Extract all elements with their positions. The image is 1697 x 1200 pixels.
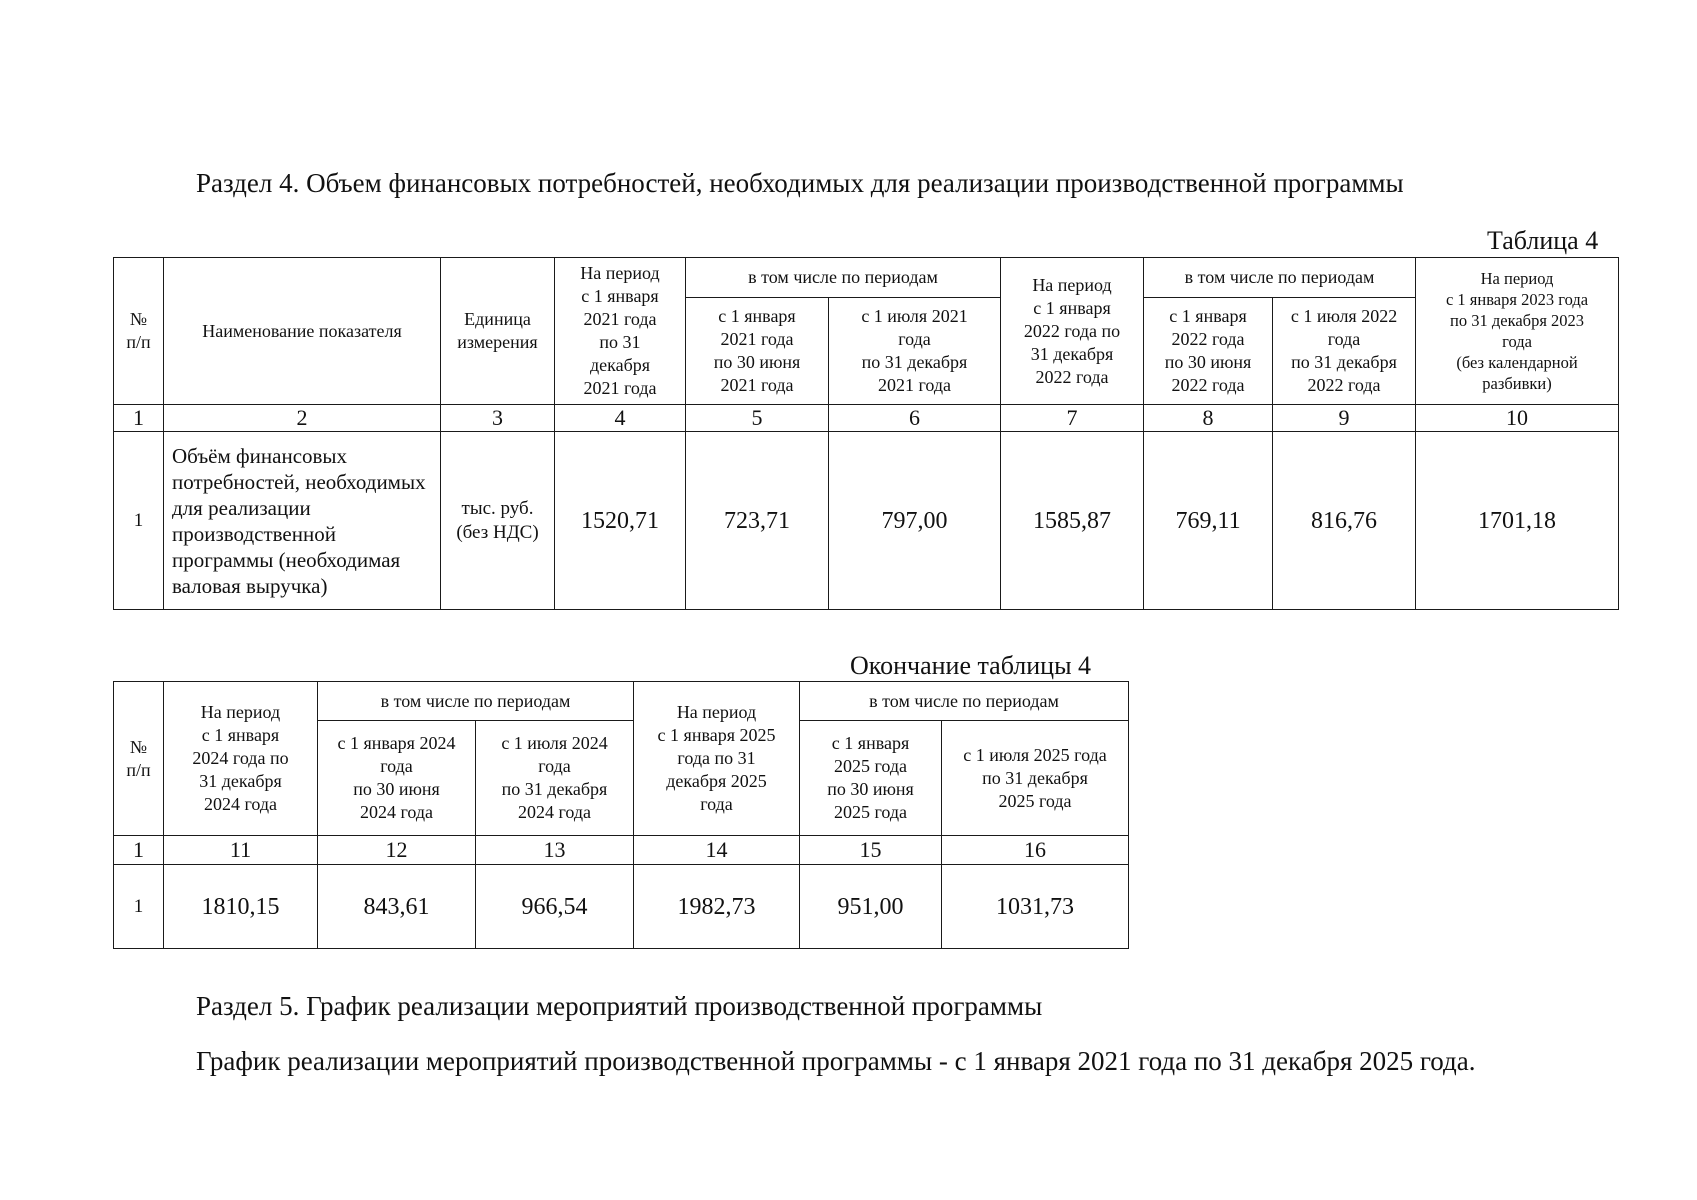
header-incl-periods-2024: в том числе по периодам <box>318 682 634 721</box>
column-numbers-row <box>114 405 1619 432</box>
value-h2-2021: 797,00 <box>829 432 1001 610</box>
col-number: 15 <box>800 836 942 865</box>
value-h1-2021: 723,71 <box>686 432 829 610</box>
row-number: 1 <box>114 432 164 610</box>
value-period-2024: 1810,15 <box>164 865 318 949</box>
value-period-2025: 1982,73 <box>634 865 800 949</box>
unit-cell: тыс. руб. (без НДС) <box>441 432 555 610</box>
header-h1-2025: с 1 января 2025 года по 30 июня 2025 года <box>800 721 942 836</box>
header-num: № п/п <box>114 258 164 405</box>
header-name: Наименование показателя <box>164 258 441 405</box>
header-period-2024: На период с 1 января 2024 года по 31 декабря 2024 года <box>164 682 318 836</box>
col-number: 1 <box>114 405 164 432</box>
header-h1-2021: с 1 января 2021 года по 30 июня 2021 года <box>686 298 829 405</box>
col-number: 10 <box>1416 405 1619 432</box>
table-4 <box>113 257 1619 610</box>
header-h2-2022: с 1 июля 2022 года по 31 декабря 2022 года <box>1273 298 1416 405</box>
col-number: 6 <box>829 405 1001 432</box>
col-number: 9 <box>1273 405 1416 432</box>
col-number: 13 <box>476 836 634 865</box>
col-number: 1 <box>114 836 164 865</box>
header-period-2025: На период с 1 января 2025 года по 31 декабря 2025 года <box>634 682 800 836</box>
header-h2-2025: с 1 июля 2025 года по 31 декабря 2025 года <box>942 721 1129 836</box>
value-h1-2024: 843,61 <box>318 865 476 949</box>
row-number: 1 <box>114 865 164 949</box>
header-period-2021: На период с 1 января 2021 года по 31 декабря 2021 года <box>555 258 686 405</box>
value-period-2023: 1701,18 <box>1416 432 1619 610</box>
table-4-end <box>113 681 1129 949</box>
value-period-2021: 1520,71 <box>555 432 686 610</box>
col-number: 5 <box>686 405 829 432</box>
header-period-2023: На период с 1 января 2023 года по 31 декабря 2023 года (без календарной разбивки) <box>1416 258 1619 405</box>
header-incl-periods-2025: в том числе по периодам <box>800 682 1129 721</box>
col-number: 16 <box>942 836 1129 865</box>
col-number: 7 <box>1001 405 1144 432</box>
col-number: 8 <box>1144 405 1273 432</box>
table-row <box>114 432 1619 610</box>
header-h2-2021: с 1 июля 2021 года по 31 декабря 2021 года <box>829 298 1001 405</box>
header-incl-periods-2021: в том числе по периодам <box>686 258 1001 298</box>
col-number: 3 <box>441 405 555 432</box>
header-h1-2024: с 1 января 2024 года по 30 июня 2024 года <box>318 721 476 836</box>
value-period-2022: 1585,87 <box>1001 432 1144 610</box>
header-h2-2024: с 1 июля 2024 года по 31 декабря 2024 года <box>476 721 634 836</box>
col-number: 12 <box>318 836 476 865</box>
table-4-caption: Таблица 4 <box>1487 226 1599 255</box>
section-5-text: График реализации мероприятий производственной программы - с 1 января 2021 года по 31 декабря 2025 года. <box>196 1046 1476 1076</box>
section-4-title: Раздел 4. Объем финансовых потребностей, необходимых для реализации производственной программы <box>196 168 1404 198</box>
table-row <box>114 865 1129 949</box>
value-h2-2024: 966,54 <box>476 865 634 949</box>
col-number: 4 <box>555 405 686 432</box>
table-4-end-caption: Окончание таблицы 4 <box>850 651 1092 680</box>
col-number: 2 <box>164 405 441 432</box>
value-h2-2025: 1031,73 <box>942 865 1129 949</box>
header-num: № п/п <box>114 682 164 836</box>
header-period-2022: На период с 1 января 2022 года по 31 декабря 2022 года <box>1001 258 1144 405</box>
header-incl-periods-2022: в том числе по периодам <box>1144 258 1416 298</box>
value-h1-2025: 951,00 <box>800 865 942 949</box>
value-h1-2022: 769,11 <box>1144 432 1273 610</box>
indicator-name: Объём финансовых потребностей, необходимых для реализации производственной программы (необходимая валовая выручка) <box>164 432 441 610</box>
section-5-title: Раздел 5. График реализации мероприятий производственной программы <box>196 991 1043 1021</box>
column-numbers-row <box>114 836 1129 865</box>
header-h1-2022: с 1 января 2022 года по 30 июня 2022 года <box>1144 298 1273 405</box>
col-number: 14 <box>634 836 800 865</box>
header-unit: Единица измерения <box>441 258 555 405</box>
value-h2-2022: 816,76 <box>1273 432 1416 610</box>
col-number: 11 <box>164 836 318 865</box>
